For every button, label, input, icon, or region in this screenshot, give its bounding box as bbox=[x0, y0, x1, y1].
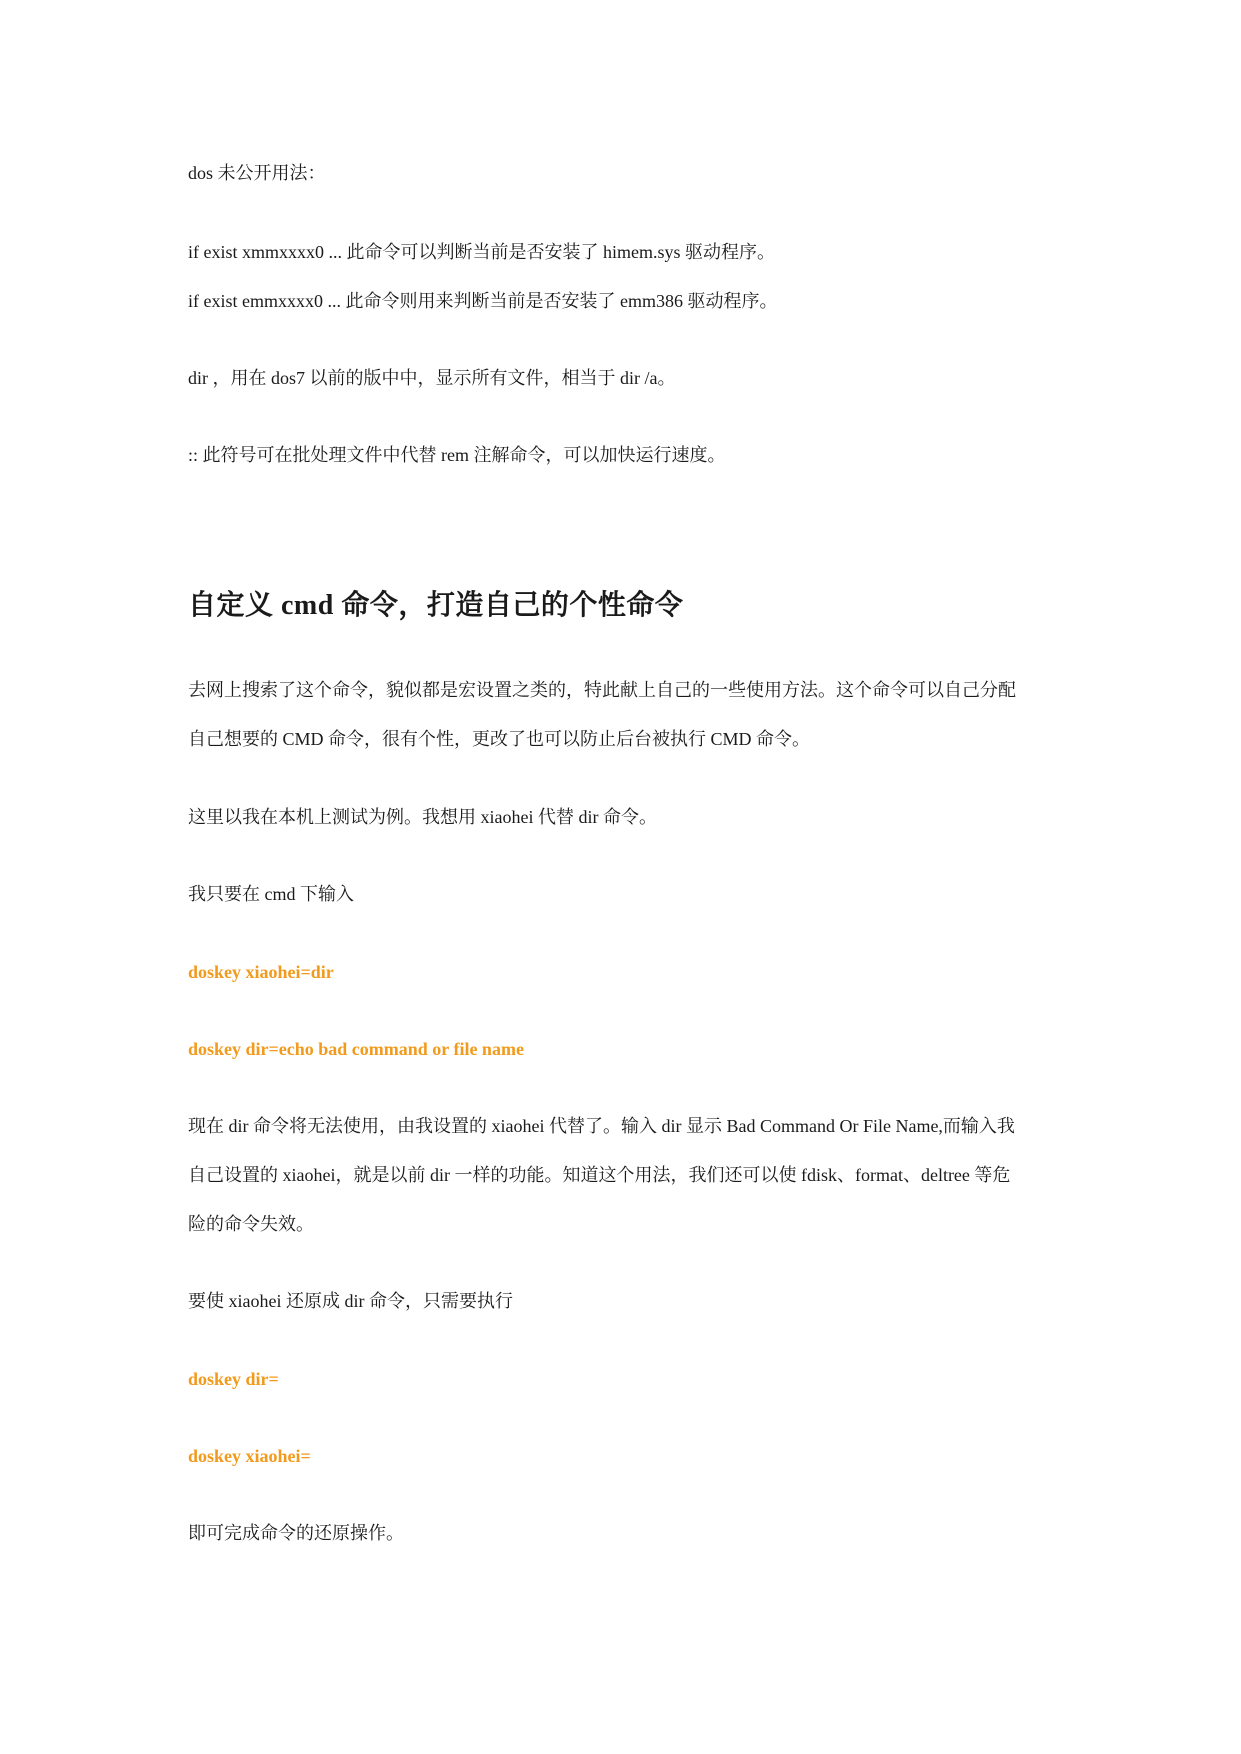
section-heading: 自定义 cmd 命令，打造自己的个性命令 bbox=[188, 590, 684, 621]
text-line-emm: if exist emmxxxx0 ... 此命令则用来判断当前是否安装了 emm386 驱动程序。 bbox=[188, 291, 778, 311]
text-line-colons: :: 此符号可在批处理文件中代替 rem 注解命令，可以加快运行速度。 bbox=[188, 445, 726, 465]
text-line-dir: dir ，用在 dos7 以前的版中中，显示所有文件，相当于 dir /a。 bbox=[188, 368, 676, 388]
paragraph-line: 现在 dir 命令将无法使用，由我设置的 xiaohei 代替了。输入 dir 显示 Bad Command Or File Name,而输入我 bbox=[188, 1116, 1015, 1136]
paragraph-line: 这里以我在本机上测试为例。我想用 xiaohei 代替 dir 命令。 bbox=[188, 807, 657, 827]
code-line: doskey dir=echo bad command or file name bbox=[188, 1039, 524, 1059]
section-title-line: dos 未公开用法： bbox=[188, 163, 326, 183]
code-line: doskey dir= bbox=[188, 1369, 279, 1389]
code-line: doskey xiaohei=dir bbox=[188, 962, 334, 982]
paragraph-line: 险的命令失效。 bbox=[188, 1214, 314, 1234]
paragraph-line: 我只要在 cmd 下输入 bbox=[188, 884, 354, 904]
paragraph-line: 去网上搜索了这个命令，貌似都是宏设置之类的，特此献上自己的一些使用方法。这个命令可以自己分配 bbox=[188, 680, 1016, 700]
text-line-xmm: if exist xmmxxxx0 ... 此命令可以判断当前是否安装了 himem.sys 驱动程序。 bbox=[188, 242, 775, 262]
code-line: doskey xiaohei= bbox=[188, 1446, 311, 1466]
paragraph-line: 自己设置的 xiaohei，就是以前 dir 一样的功能。知道这个用法，我们还可以使 fdisk、format、deltree 等危 bbox=[188, 1165, 1011, 1185]
paragraph-line: 要使 xiaohei 还原成 dir 命令，只需要执行 bbox=[188, 1291, 513, 1311]
paragraph-line: 自己想要的 CMD 命令，很有个性，更改了也可以防止后台被执行 CMD 命令。 bbox=[188, 729, 811, 749]
paragraph-line: 即可完成命令的还原操作。 bbox=[188, 1523, 404, 1543]
